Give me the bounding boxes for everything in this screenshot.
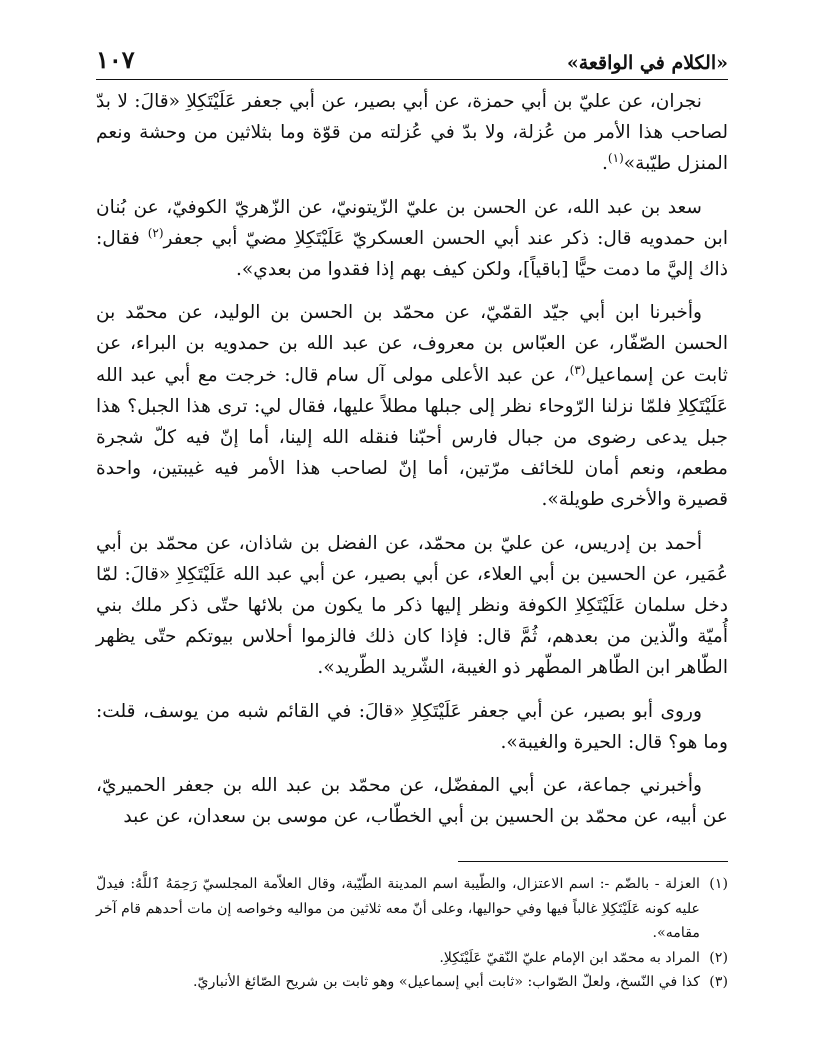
paragraph xyxy=(96,696,728,758)
footnote-number: (١) xyxy=(709,876,728,892)
paragraph-text: نجران، عن عليّ بن أبي حمزة، عن أبي بصير، عن أبي جعفر عَلَيْتَكِلاِ «قالَ: لا بدّ لصاحب هذا الأمر من عُزلة، ولا بدّ في عُزلته من قوّة وما بثلاثين من وحشة ونعم المنزل طيّبة» xyxy=(96,91,728,175)
paragraph-text-end: ، عن عبد الأعلى مولى آل سام قال: خرجت مع أبي عبد الله عَلَيْتَكِلاِ فلمّا نزلنا الرّوحاء نظر إلى جبلها مطلاً عليها، فقال لي: ترى هذا الجبل؟ هذا جبل يدعى رضوى من جبال فارس أحبّنا فنقله الله إلينا، أما إنّ فيه كلّ شجرة مطعم، ونعم أمان للخائف مرّتين، أما إنّ لصاحب هذا الأمر فيه غيبتين، واحدة قصيرة والأخرى طويلة». xyxy=(96,364,728,511)
footnote-text: المراد به محمّد ابن الإمام عليّ النّقيّ عَلَيْتَكِلاِ. xyxy=(439,949,700,966)
footnote-number: (٢) xyxy=(709,949,728,966)
paragraph-text: سعد بن عبد الله، عن الحسن بن عليّ الزّيتونيّ، عن الزّهريّ الكوفيّ، عن بُنان ابن حمدويه قال: ذكر عند أبي الحسن العسكريّ عَلَيْتَكِلاِ مضيّ أبي جعفر xyxy=(96,196,728,249)
footnote-text: العزلة - بالضّم -: اسم الاعتزال، والطّيبة اسم المدينة الطّيّبة، وقال العلاّمة المجلسيّ رَحِمَهُ ٱللَّهُ: فيدلّ عليه كونه عَلَيْتَكِلاِ غالباً فيها وفي حواليها، وعلى أنّ معه ثلاثين من مواليه وخواصه إن مات أحدهم قام آخر مقامه». xyxy=(96,876,700,942)
running-title: «الكلام في الواقعة» xyxy=(566,52,728,74)
paragraph xyxy=(96,297,728,515)
paragraph-text: وروى أبو بصير، عن أبي جعفر عَلَيْتَكِلاِ «قالَ: في القائم شبه من يوسف، قلت: وما هو؟ قال: الحيرة والغيبة». xyxy=(96,700,728,753)
footnote xyxy=(96,872,728,946)
footnote xyxy=(96,970,728,995)
paragraph-text: وأخبرنا ابن أبي جيّد القمّيّ، عن محمّد بن الحسن بن الوليد، عن محمّد بن الحسن الصّفّار، عن العبّاس بن معروف، عن عبد الله بن حمدويه بن البراء، عن ثابت عن إسماعيل xyxy=(96,302,728,386)
footnotes xyxy=(96,872,728,995)
paragraph-text-end: . xyxy=(602,153,608,175)
footnote-separator xyxy=(458,861,728,862)
paragraph xyxy=(96,528,728,684)
footnote-ref: (١) xyxy=(607,151,624,166)
page-header xyxy=(96,34,728,74)
header-rule xyxy=(96,79,728,80)
footnote-text: كذا في النّسخ، ولعلّ الصّواب: «ثابت أبي إسماعيل» وهو ثابت بن شريح الصّائغ الأنباريّ. xyxy=(193,974,700,991)
paragraph-text: وأخبرني جماعة، عن أبي المفضّل، عن محمّد بن عبد الله بن جعفر الحميريّ، عن أبيه، عن محمّد بن الحسين بن أبي الخطّاب، عن موسى بن سعدان، عن عبد xyxy=(96,775,728,828)
footnote-ref: (٣) xyxy=(569,362,586,377)
main-text xyxy=(96,86,728,844)
footnote-ref: (٢) xyxy=(147,225,164,240)
paragraph xyxy=(96,770,728,832)
paragraph xyxy=(96,192,728,286)
paragraph-text-end: فقال: ذاك إليَّ ما دمت حيًّا [باقياً]، ولكن كيف بهم إذا فقدوا من بعدي». xyxy=(96,227,728,281)
page-number: ١٠٧ xyxy=(96,45,135,74)
footnote xyxy=(96,946,728,971)
paragraph xyxy=(96,86,728,180)
footnote-number: (٣) xyxy=(709,974,728,991)
paragraph-text: أحمد بن إدريس، عن عليّ بن محمّد، عن الفضل بن شاذان، عن محمّد بن أبي عُمَير، عن الحسين بن أبي العلاء، عن أبي بصير، عن أبي عبد الله عَلَيْتَكِلاِ «قالَ: لمّا دخل سلمان عَلَيْتَكِلاِ الكوفة ونظر إليها ذكر ما يكون من بلائها حتّى ذكر ملك بني أُميّة والّذين من بعدهم، ثُمَّ قال: فإذا كان ذلك فالزموا أحلاس بيوتكم حتّى يظهر الطّاهر ابن الطّاهر المطّهر ذو الغيبة، الشّريد الطّريد». xyxy=(96,532,728,679)
